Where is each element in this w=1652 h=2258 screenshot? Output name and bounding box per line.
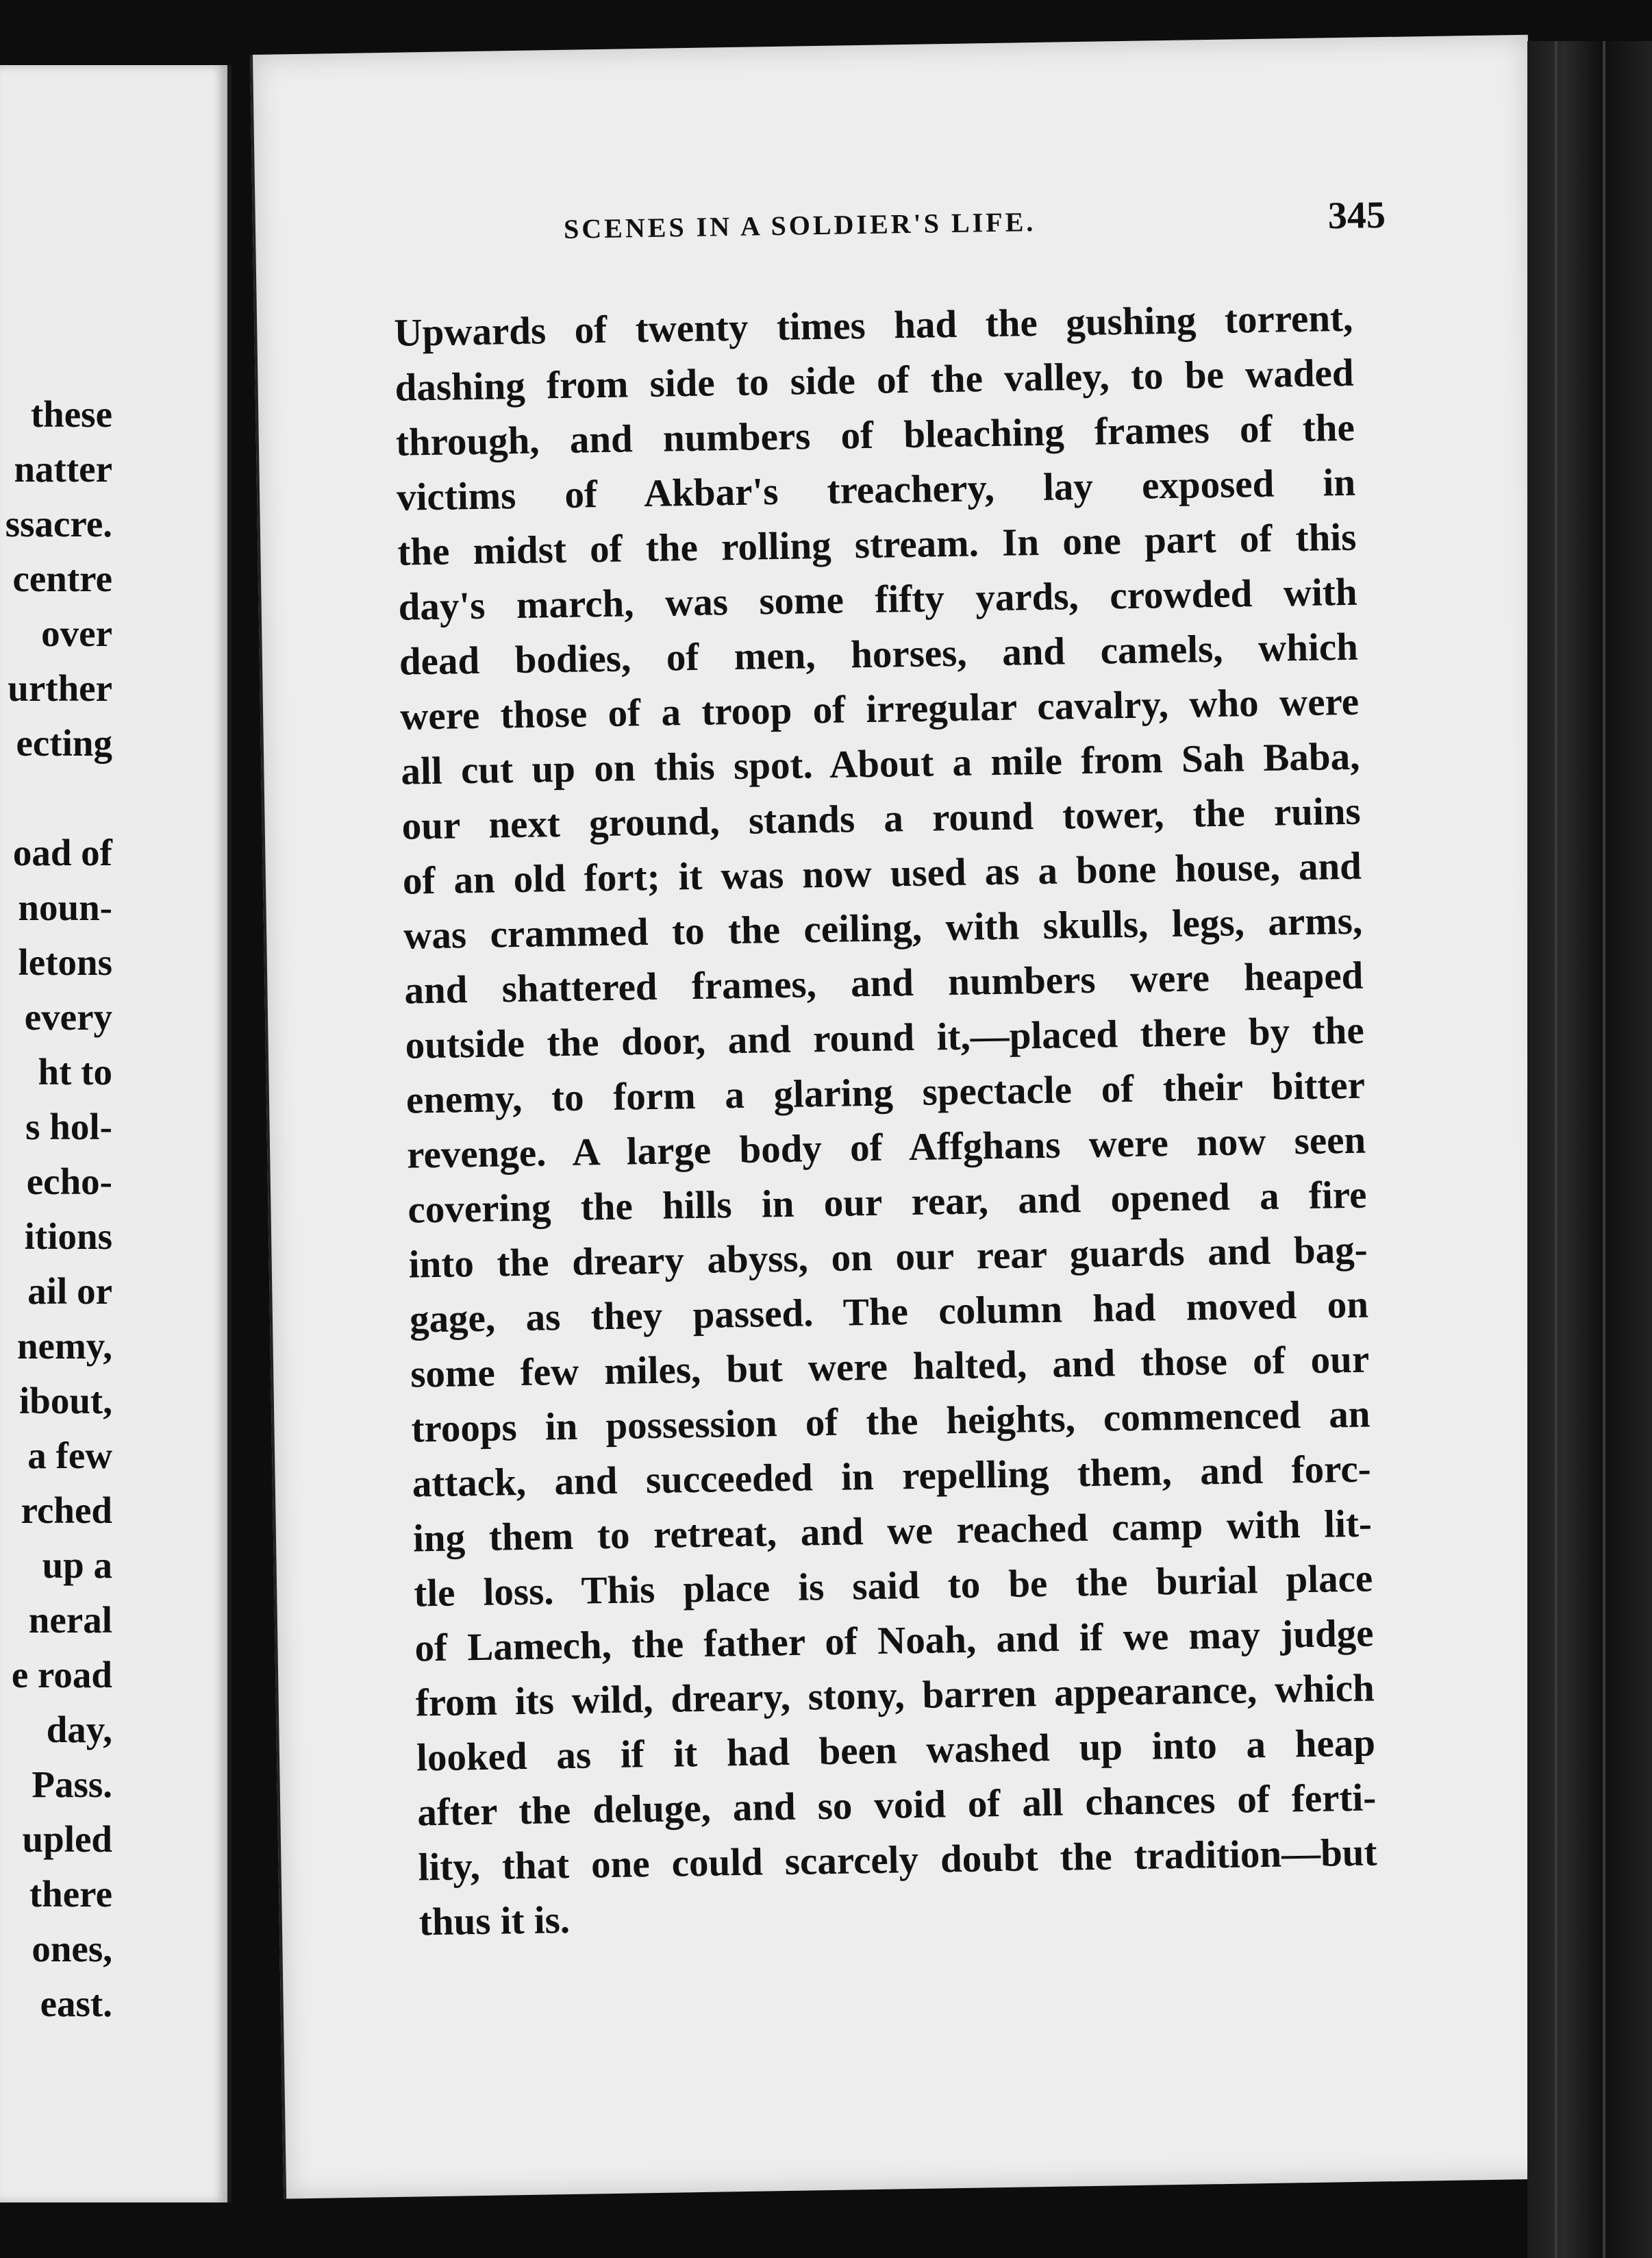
text-line: attack, and succeeded in repelling them, and forc-: [412, 1447, 1372, 1506]
previous-page-line: itions: [24, 1215, 112, 1257]
previous-page-edge: [0, 65, 231, 2203]
text-line: were those of a troop of irregular cavalry, who were: [399, 680, 1360, 739]
previous-page-line: neral: [28, 1599, 112, 1641]
previous-page-line: ail or: [27, 1270, 112, 1312]
text-line: ing them to retreat, and we reached camp with lit-: [412, 1502, 1373, 1561]
text-line: Upwards of twenty times had the gushing torrent,: [393, 296, 1353, 355]
previous-page-line: ht to: [38, 1051, 112, 1093]
previous-page-line: letons: [18, 941, 112, 983]
binding-line: [1555, 41, 1557, 2258]
previous-page-line: ssacre.: [5, 503, 112, 545]
text-line: looked as if it had been washed up into a heap: [416, 1721, 1376, 1780]
text-line: tle loss. This place is said to be the burial place: [413, 1556, 1373, 1615]
page-number: 345: [1327, 193, 1386, 238]
previous-page-line: nemy,: [16, 1325, 112, 1367]
previous-page-line: east.: [40, 1983, 112, 2024]
previous-page-line: s hol-: [25, 1106, 112, 1147]
text-line: dead bodies, of men, horses, and camels, which: [399, 625, 1359, 684]
text-line: and shattered frames, and numbers were heaped: [403, 954, 1364, 1013]
previous-page-line: there: [29, 1873, 112, 1915]
previous-page-line: urther: [8, 667, 112, 709]
previous-page-text: [0, 387, 112, 2031]
previous-page-line: ecting: [16, 722, 112, 764]
text-line: outside the door, and round it,—placed there by the: [405, 1008, 1365, 1067]
text-line: of Lamech, the father of Noah, and if we may judge: [414, 1611, 1374, 1670]
text-line: lity, that one could scarcely doubt the tradition—but: [418, 1831, 1377, 1889]
text-line: was crammed to the ceiling, with skulls, legs, arms,: [403, 899, 1363, 958]
previous-page-line: these: [30, 393, 112, 435]
text-line: all cut up on this spot. About a mile from Sah Baba,: [400, 734, 1360, 793]
previous-page-line: oad of: [12, 832, 112, 873]
text-line: from its wild, dreary, stony, barren appearance, which: [415, 1666, 1375, 1725]
previous-page-line: ibout,: [18, 1380, 112, 1422]
previous-page-line: up a: [42, 1544, 112, 1586]
previous-page-line: a few: [27, 1435, 112, 1476]
text-line: the midst of the rolling stream. In one part of this: [397, 515, 1357, 574]
text-line: thus it is.: [418, 1898, 571, 1944]
text-line: our next ground, stands a round tower, the ruins: [401, 789, 1362, 848]
text-line: gage, as they passed. The column had moved on: [409, 1282, 1369, 1341]
previous-page-line: ones,: [32, 1928, 112, 1970]
previous-page-line: centre: [12, 558, 112, 599]
text-line: of an old fort; it was now used as a bone house, and: [402, 844, 1362, 903]
body-text: [394, 291, 1379, 1950]
previous-page-line: echo-: [26, 1161, 112, 1202]
previous-page-line: every: [24, 996, 112, 1038]
page-header: [563, 193, 1386, 268]
previous-page-line: day,: [46, 1709, 112, 1750]
text-line: through, and numbers of bleaching frames of the: [395, 406, 1355, 464]
text-line: some few miles, but were halted, and those of our: [410, 1337, 1370, 1396]
text-line: into the dreary abyss, on our rear guards and bag-: [408, 1228, 1368, 1287]
text-line: victims of Akbar's treachery, lay exposed in: [396, 460, 1356, 519]
text-line: day's march, was some fifty yards, crowded with: [398, 570, 1358, 629]
text-line: dashing from side to side of the valley, to be waded: [395, 351, 1354, 410]
running-head: SCENES IN A SOLDIER'S LIFE.: [563, 206, 1036, 245]
previous-page-line: noun-: [18, 886, 112, 928]
previous-page-line: natter: [14, 448, 112, 490]
previous-page-gap: [0, 771, 112, 826]
previous-page-line: Pass.: [32, 1763, 112, 1805]
text-line: enemy, to form a glaring spectacle of their bitter: [405, 1063, 1366, 1122]
text-line: covering the hills in our rear, and opened a fire: [408, 1173, 1367, 1232]
text-line: after the deluge, and so void of all chances of ferti-: [416, 1776, 1377, 1835]
previous-page-line: over: [41, 612, 112, 654]
text-line: revenge. A large body of Affghans were now seen: [406, 1118, 1366, 1177]
previous-page-line: upled: [22, 1818, 112, 1860]
previous-page-line: rched: [21, 1489, 112, 1531]
previous-page-line: e road: [11, 1654, 112, 1696]
book-binding-edge: [1527, 41, 1652, 2258]
binding-line: [1603, 41, 1605, 2258]
text-line: troops in possession of the heights, commenced an: [411, 1392, 1371, 1451]
current-page: [250, 35, 1562, 2199]
